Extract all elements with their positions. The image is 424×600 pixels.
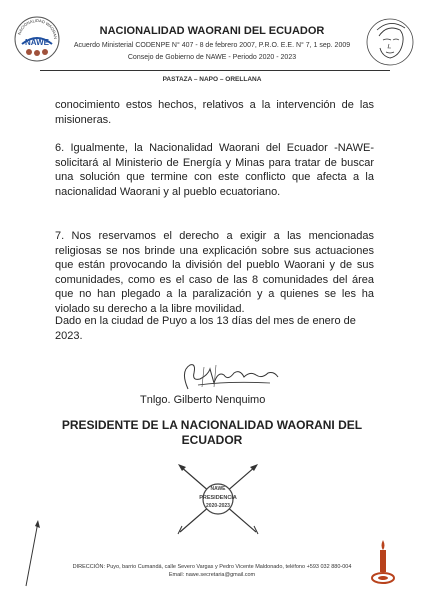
signer-name: Tnlgo. Gilberto Nenquimo <box>140 394 266 406</box>
candle-icon <box>370 538 396 586</box>
signer-title: PRESIDENTE DE LA NACIONALIDAD WAORANI DEL ECUADOR <box>61 418 363 447</box>
paragraph-7: 7. Nos reservamos el derecho a exigir a las mencionadas religiosas se nos brinde una explicación sobre sus actuaciones que están provocando la división del pueblo Waorani y de sus comunidades, como es el caso de las 8 comunidades del área que no han plegado a la paralización y a quienes se les ha violado su derecho a la libre movilidad. <box>55 230 374 315</box>
logo-text: NAWE <box>25 38 49 47</box>
paragraph-continuation: conocimiento estos hechos, relativos a la intervención de las misioneras. <box>55 99 374 126</box>
region-line: PASTAZA – NAPO – ORELLANA <box>162 76 262 83</box>
presidency-seal <box>174 460 262 538</box>
ministerial-agreement: Acuerdo Ministerial CODENPE N° 407 - 8 de febrero 2007, P.R.O. E.E. N° 7, 1 sep. 2009 <box>73 42 351 49</box>
footer-email: Email: nawe.secretaria@gmail.com <box>168 572 256 578</box>
seal-label: PRESIDENCIA <box>199 495 237 501</box>
decorative-spear-mark <box>20 520 42 590</box>
council-period: Consejo de Gobierno de NAWE - Periodo 2020 - 2023 <box>127 54 297 61</box>
footer-address: DIRECCIÓN: Puyo, barrio Cumandá, calle Severo Vargas y Pedro Vicente Maldonado, teléfono +593 032 880-004 <box>72 564 352 570</box>
date-place-paragraph: Dado en la ciudad de Puyo a los 13 días del mes de enero de 2023. <box>55 315 356 342</box>
logo-arc-text: NACIONALIDAD WAORAN <box>16 17 59 40</box>
seal-logo-text: NAWE <box>210 486 226 492</box>
organization-name: NACIONALIDAD WAORANI DEL ECUADOR <box>99 25 325 37</box>
seal-period: 2020-2023 <box>206 503 230 509</box>
paragraph-6: 6. Igualmente, la Nacionalidad Waorani del Ecuador -NAWE- solicitará al Ministerio de Energía y Minas para tratar de buscar una solución que termine con este conflicto que afecta a la nacionalidad Waorani y al pueblo ecuatoriano. <box>55 142 374 198</box>
header-divider <box>40 70 390 71</box>
signature <box>170 359 285 397</box>
